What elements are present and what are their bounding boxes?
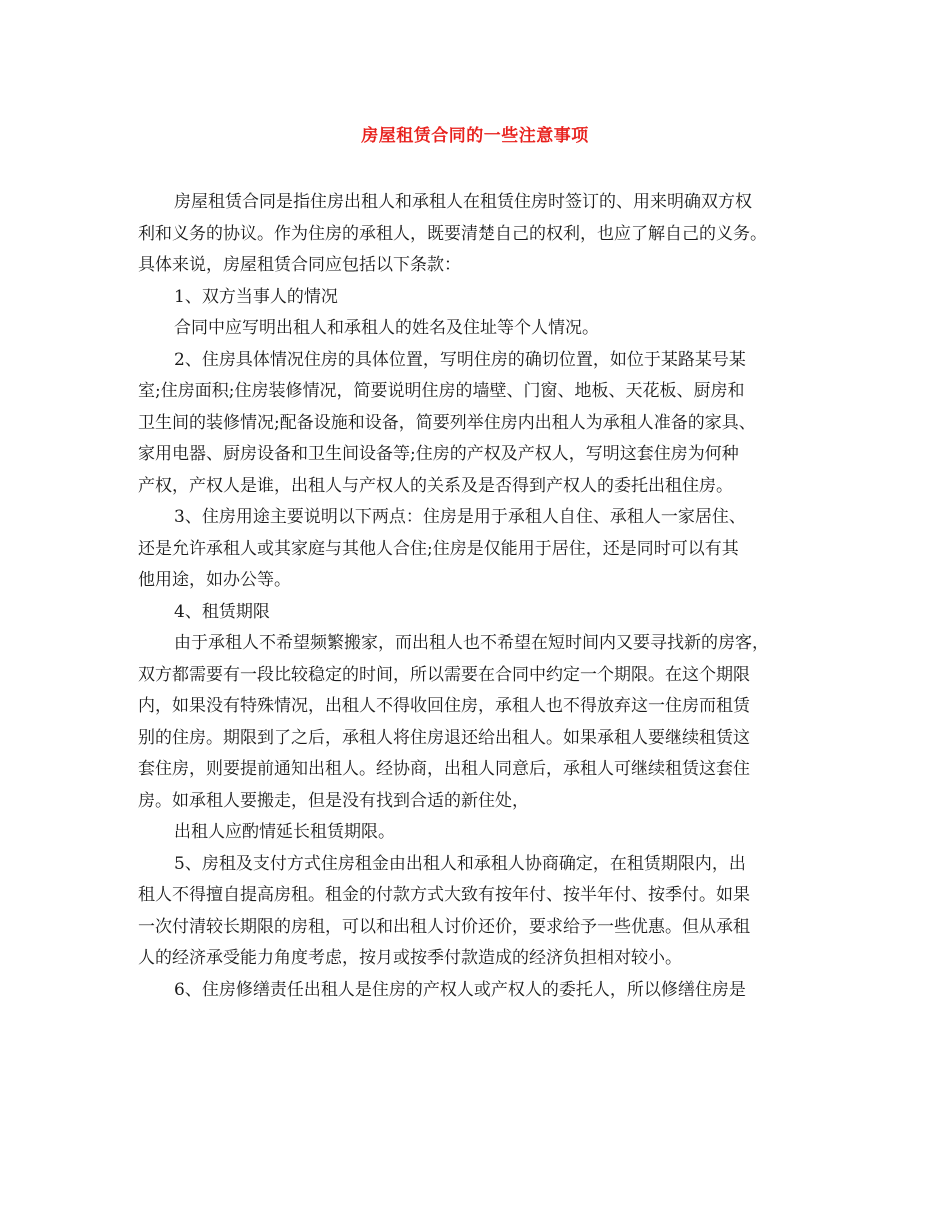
paragraph-line: 一次付清较长期限的房租，可以和出租人讨价还价，要求给予一些优惠。但从承租 [138, 916, 750, 937]
paragraph-line: 别的住房。期限到了之后，承租人将住房退还给出租人。如果承租人要继续租赁这 [138, 727, 750, 748]
paragraph-line: 出租人应酌情延长租赁期限。 [174, 822, 395, 842]
paragraph-line: 3、住房用途主要说明以下两点：住房是用于承租人自住、承租人一家居住、 [174, 507, 746, 527]
paragraph-line: 内，如果没有特殊情况，出租人不得收回住房，承租人也不得放弃这一住房而租赁 [138, 696, 750, 716]
paragraph-line: 具体来说，房屋租赁合同应包括以下条款： [138, 255, 461, 275]
paragraph-line: 6、住房修缮责任出租人是住房的产权人或产权人的委托人，所以修缮住房是 [174, 979, 746, 1000]
paragraph-line: 他用途，如办公等。 [138, 570, 291, 590]
paragraph-line: 卫生间的装修情况;配备设施和设备，简要列举住房内出租人为承租人准备的家具、 [138, 412, 756, 433]
document-body [138, 187, 822, 1006]
section-heading: 4、租赁期限 [174, 601, 270, 622]
paragraph-line: 由于承租人不希望频繁搬家，而出租人也不希望在短时间内又要寻找新的房客， [174, 633, 769, 653]
paragraph-line: 室;住房面积;住房装修情况，简要说明住房的墙壁、门窗、地板、天花板、厨房和 [138, 381, 745, 401]
document-title: 房屋租赁合同的一些注意事项 [361, 126, 589, 146]
paragraph-line: 人的经济承受能力角度考虑，按月或按季付款造成的经济负担相对较小。 [138, 948, 682, 968]
paragraph-line: 利和义务的协议。作为住房的承租人，既要清楚自己的权利，也应了解自己的义务。 [138, 223, 767, 244]
paragraph-line: 租人不得擅自提高房租。租金的付款方式大致有按年付、按半年付、按季付。如果 [138, 885, 750, 905]
paragraph-line: 双方都需要有一段比较稳定的时间，所以需要在合同中约定一个期限。在这个期限 [138, 664, 750, 685]
section-heading: 1、双方当事人的情况 [174, 286, 338, 307]
paragraph-line: 5、房租及支付方式住房租金由出租人和承租人协商确定，在租赁期限内，出 [174, 853, 746, 874]
paragraph-line: 房屋租赁合同是指住房出租人和承租人在租赁住房时签订的、用来明确双方权 [174, 192, 752, 212]
paragraph-line: 合同中应写明出租人和承租人的姓名及住址等个人情况。 [174, 318, 599, 338]
paragraph-line: 套住房，则要提前通知出租人。经协商，出租人同意后，承租人可继续租赁这套住 [138, 759, 750, 779]
paragraph-line: 2、住房具体情况住房的具体位置，写明住房的确切位置，如位于某路某号某 [174, 349, 746, 370]
paragraph-line: 房。如承租人要搬走，但是没有找到合适的新住处， [138, 790, 529, 811]
paragraph-line: 还是允许承租人或其家庭与其他人合住;住房是仅能用于居住，还是同时可以有其 [138, 538, 739, 559]
paragraph-line: 产权，产权人是谁，出租人与产权人的关系及是否得到产权人的委托出租住房。 [138, 475, 733, 496]
paragraph-line: 家用电器、厨房设备和卫生间设备等;住房的产权及产权人，写明这套住房为何种 [138, 444, 739, 464]
